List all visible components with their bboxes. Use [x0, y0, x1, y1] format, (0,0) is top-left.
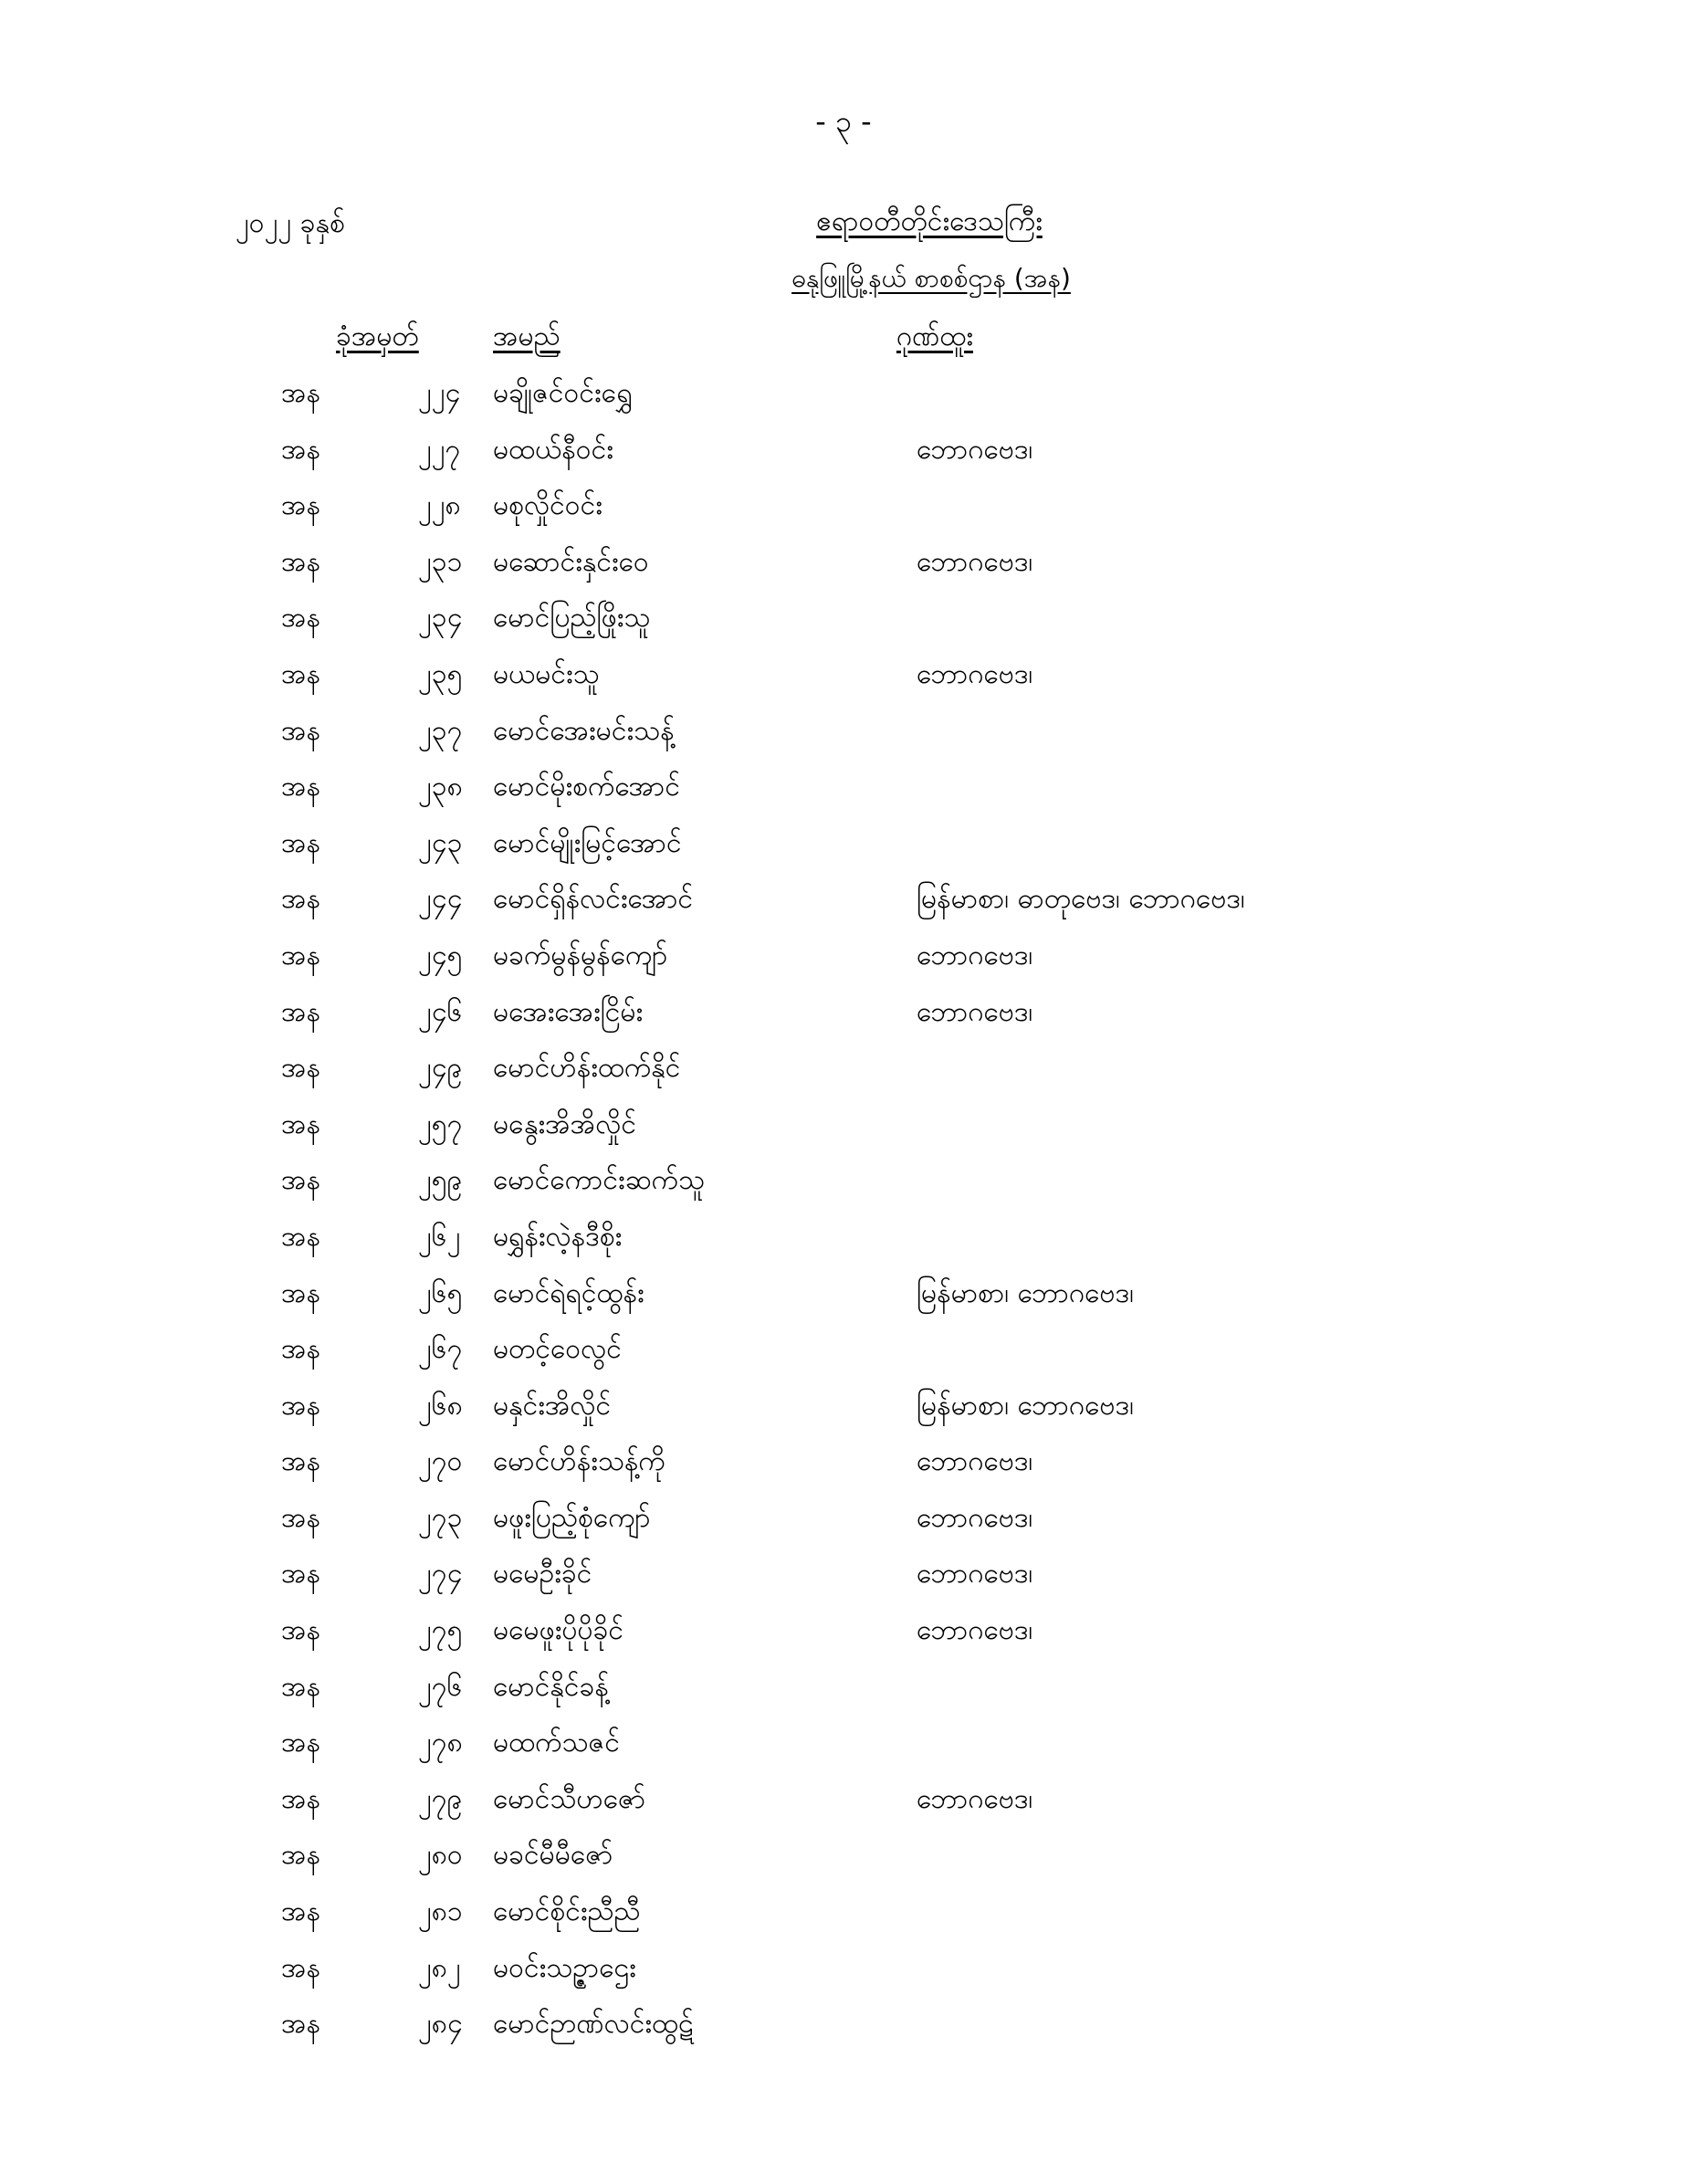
results-list — [0, 374, 1687, 2062]
student-name: မဖူးပြည့်စုံကျော် — [493, 1501, 651, 1534]
roll-number: ၂၄၆ — [418, 995, 463, 1028]
roll-prefix: အန — [281, 1501, 321, 1534]
student-name: မောင်ရှိန်လင်းအောင် — [493, 883, 694, 916]
list-item — [0, 880, 1687, 937]
list-item — [0, 824, 1687, 881]
honors-subjects: ဘောဂဗေဒ၊ — [917, 545, 1033, 578]
student-name: မောင်ပြည့်ဖြိုးသူ — [493, 602, 651, 635]
roll-number: ၂၆၇ — [418, 1333, 463, 1366]
roll-number: ၂၇၉ — [418, 1782, 463, 1815]
list-item — [0, 1780, 1687, 1837]
roll-prefix: အန — [281, 995, 321, 1028]
roll-prefix: အန — [281, 1389, 321, 1422]
list-item — [0, 599, 1687, 656]
honors-subjects: မြန်မာစာ၊ ဘောဂဗေဒ၊ — [917, 1276, 1134, 1309]
honors-subjects: ဘောဂဗေဒ၊ — [917, 657, 1033, 690]
roll-prefix: အန — [281, 657, 321, 690]
list-item — [0, 1106, 1687, 1162]
student-name: မောင်ဟိန်းထက်နိုင် — [493, 1052, 681, 1085]
list-item — [0, 1443, 1687, 1499]
roll-prefix: အန — [281, 771, 321, 803]
roll-prefix: အန — [281, 826, 321, 859]
list-item — [0, 1218, 1687, 1275]
roll-prefix: အန — [281, 1727, 321, 1759]
roll-prefix: အန — [281, 1220, 321, 1253]
list-item — [0, 712, 1687, 769]
roll-number: ၂၆၈ — [418, 1389, 463, 1422]
roll-number: ၂၇၈ — [418, 1727, 463, 1759]
roll-number: ၂၈၀ — [418, 1839, 463, 1872]
honors-subjects: ဘောဂဗေဒ၊ — [917, 1614, 1033, 1647]
honors-subjects: ဘောဂဗေဒ၊ — [917, 1782, 1033, 1815]
list-item — [0, 2005, 1687, 2062]
student-name: မခက်မွန်မွန်ကျော် — [493, 939, 668, 971]
student-name: မမေဖူးပိုပိုခိုင် — [493, 1614, 624, 1647]
honors-subjects: ဘောဂဗေဒ၊ — [917, 1501, 1033, 1534]
roll-number: ၂၄၉ — [418, 1052, 463, 1085]
student-name: မောင်စိုင်းညီညီ — [493, 1895, 641, 1928]
roll-number: ၂၃၄ — [418, 602, 463, 635]
honors-subjects: မြန်မာစာ၊ ဘောဂဗေဒ၊ — [917, 1389, 1134, 1422]
roll-number: ၂၂၇ — [418, 433, 461, 466]
roll-prefix: အန — [281, 545, 321, 578]
page-number: - ၃ - — [815, 104, 872, 139]
student-name: မဆောင်းနှင်းဝေ — [493, 545, 649, 578]
roll-prefix: အန — [281, 602, 321, 635]
list-item — [0, 374, 1687, 431]
student-name: မဝင်းသဥ္ဇာဌေး — [493, 1951, 636, 1984]
roll-number: ၂၅၉ — [418, 1164, 463, 1197]
list-item — [0, 656, 1687, 712]
roll-number: ၂၈၂ — [418, 1951, 461, 1984]
list-item — [0, 1330, 1687, 1387]
student-name: မတင့်ဝေလွင် — [493, 1333, 622, 1366]
roll-number: ၂၇၄ — [418, 1558, 463, 1591]
roll-prefix: အန — [281, 1276, 321, 1309]
roll-prefix: အန — [281, 1895, 321, 1928]
roll-prefix: အန — [281, 1333, 321, 1366]
student-name: မစုလှိုင်ဝင်း — [493, 489, 602, 522]
roll-number: ၂၂၄ — [418, 377, 461, 409]
roll-prefix: အန — [281, 1839, 321, 1872]
student-name: မောင်မိုးစက်အောင် — [493, 771, 681, 803]
student-name: မောင်ရဲရင့်ထွန်း — [493, 1276, 644, 1309]
list-item — [0, 1275, 1687, 1331]
region-title: ဧရာဝတီတိုင်းဒေသကြီး — [816, 205, 1043, 237]
student-name: မောင်ကောင်းဆက်သူ — [493, 1164, 706, 1197]
roll-number: ၂၇၅ — [418, 1614, 463, 1647]
list-item — [0, 1555, 1687, 1612]
roll-prefix: အန — [281, 1951, 321, 1984]
roll-prefix: အန — [281, 1558, 321, 1591]
honors-header: ဂုဏ်ထူး — [896, 320, 973, 352]
student-name: မထက်သဇင် — [493, 1727, 620, 1759]
student-name: မောင်ဉာဏ်လင်းထွဋ် — [493, 2008, 694, 2041]
roll-number: ၂၇၀ — [418, 1445, 463, 1478]
student-name: မအေးအေးငြိမ်း — [493, 995, 644, 1028]
honors-subjects: ဘောဂဗေဒ၊ — [917, 1445, 1033, 1478]
student-name: မမေဦးခိုင် — [493, 1558, 592, 1591]
roll-prefix: အန — [281, 714, 321, 747]
roll-prefix: အန — [281, 489, 321, 522]
roll-number: ၂၃၁ — [418, 545, 463, 578]
roll-number: ၂၄၃ — [418, 826, 463, 859]
honors-subjects: ဘောဂဗေဒ၊ — [917, 433, 1033, 466]
honors-subjects: ဘောဂဗေဒ၊ — [917, 1558, 1033, 1591]
roll-number-header: ခုံအမှတ် — [336, 320, 419, 352]
roll-number: ၂၃၇ — [418, 714, 463, 747]
name-header: အမည် — [493, 320, 561, 352]
exam-year: ၂၀၂၂ ခုနှစ် — [236, 207, 345, 239]
roll-number: ၂၅၇ — [418, 1108, 463, 1140]
student-name: မောင်နိုင်ခန့် — [493, 1670, 609, 1703]
list-item — [0, 1668, 1687, 1725]
roll-number: ၂၆၂ — [418, 1220, 461, 1253]
student-name: မနွေးအိအိလှိုင် — [493, 1108, 636, 1140]
student-name: မောင်အေးမင်းသန့် — [493, 714, 675, 747]
student-name: မခင်မီမီဇော် — [493, 1839, 613, 1872]
roll-number: ၂၈၁ — [418, 1895, 463, 1928]
roll-number: ၂၃၈ — [418, 771, 463, 803]
roll-prefix: အန — [281, 1782, 321, 1815]
roll-prefix: အန — [281, 1670, 321, 1703]
list-item — [0, 1724, 1687, 1780]
list-item — [0, 431, 1687, 488]
roll-number: ၂၆၅ — [418, 1276, 463, 1309]
roll-prefix: အန — [281, 939, 321, 971]
list-item — [0, 1387, 1687, 1444]
honors-subjects: မြန်မာစာ၊ ဓာတုဗေဒ၊ ဘောဂဗေဒ၊ — [917, 883, 1245, 916]
list-item — [0, 1949, 1687, 2006]
student-name: မထယ်နီဝင်း — [493, 433, 613, 466]
roll-prefix: အန — [281, 1614, 321, 1647]
student-name: မနှင်းအိလှိုင် — [493, 1389, 612, 1422]
student-name: မောင်ဟိန်းသန့်ကို — [493, 1445, 665, 1478]
list-item — [0, 768, 1687, 824]
exam-center-subtitle: ဓနုဖြူမြို့နယ် စာစစ်ဌာန (အန) — [791, 263, 1071, 293]
list-item — [0, 1499, 1687, 1556]
roll-number: ၂၇၆ — [418, 1670, 463, 1703]
roll-prefix: အန — [281, 1108, 321, 1140]
list-item — [0, 1049, 1687, 1106]
student-name: မယမင်းသူ — [493, 657, 600, 690]
student-name: မောင်မျိုးမြင့်အောင် — [493, 826, 682, 859]
roll-number: ၂၄၄ — [418, 883, 463, 916]
list-item — [0, 937, 1687, 993]
list-item — [0, 1893, 1687, 1949]
list-item — [0, 1612, 1687, 1668]
roll-number: ၂၈၄ — [418, 2008, 463, 2041]
student-name: မရွှန်းလဲ့နဒီစိုး — [493, 1220, 623, 1253]
roll-number: ၂၂၈ — [418, 489, 461, 522]
list-item — [0, 1836, 1687, 1893]
roll-prefix: အန — [281, 2008, 321, 2041]
roll-prefix: အန — [281, 377, 321, 409]
list-item — [0, 487, 1687, 543]
roll-prefix: အန — [281, 883, 321, 916]
student-name: မချိုဇင်ဝင်းရွှေ — [493, 377, 633, 409]
roll-prefix: အန — [281, 1052, 321, 1085]
honors-subjects: ဘောဂဗေဒ၊ — [917, 939, 1033, 971]
list-item — [0, 993, 1687, 1050]
roll-number: ၂၄၅ — [418, 939, 463, 971]
list-item — [0, 543, 1687, 600]
roll-prefix: အန — [281, 1164, 321, 1197]
honors-subjects: ဘောဂဗေဒ၊ — [917, 995, 1033, 1028]
list-item — [0, 1161, 1687, 1218]
roll-number: ၂၇၃ — [418, 1501, 463, 1534]
roll-prefix: အန — [281, 433, 321, 466]
roll-prefix: အန — [281, 1445, 321, 1478]
roll-number: ၂၃၅ — [418, 657, 463, 690]
student-name: မောင်သီဟဇော် — [493, 1782, 646, 1815]
